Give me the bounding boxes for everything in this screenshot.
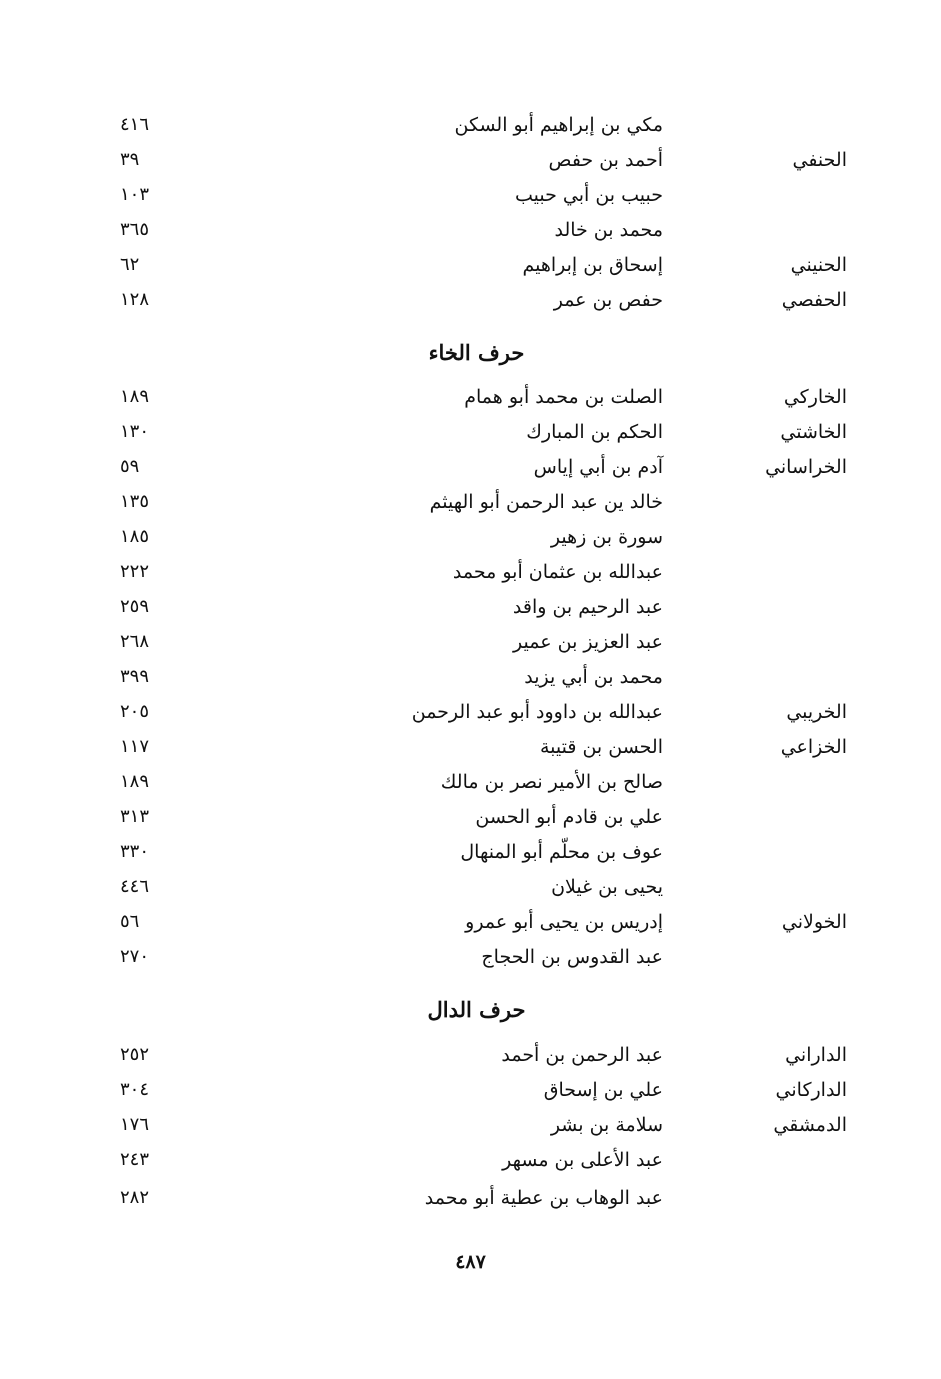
page-reference: ١٢٨ (120, 289, 150, 310)
page-reference: ١٣٠ (120, 421, 150, 442)
nisba-label: الخراساني (765, 456, 847, 478)
narrator-name: علي بن قادم أبو الحسن (475, 806, 663, 828)
narrator-name: سلامة بن بشر (550, 1114, 663, 1136)
nisba-label: الحنيني (790, 254, 847, 276)
page-reference: ٣٣٠ (120, 841, 150, 862)
index-entry (0, 415, 941, 449)
page-reference: ٤١٦ (120, 114, 150, 135)
page-reference: ٢٨٢ (120, 1187, 150, 1208)
index-entry (0, 520, 941, 554)
index-entry (0, 380, 941, 414)
index-entry (0, 213, 941, 247)
page-reference: ٢٧٠ (120, 946, 150, 967)
narrator-name: إسحاق بن إبراهيم (522, 254, 663, 276)
page-reference: ٢٤٣ (120, 1149, 150, 1170)
page-reference: ٥٩ (120, 456, 140, 477)
narrator-name: عبد الأعلى بن مسهر (502, 1149, 663, 1171)
narrator-name: آدم بن أبي إياس (533, 456, 663, 478)
index-entry (0, 590, 941, 624)
index-entry (0, 1143, 941, 1177)
index-entry (0, 248, 941, 282)
page-reference: ٣٠٤ (120, 1079, 150, 1100)
index-entry (0, 695, 941, 729)
section-heading (0, 335, 941, 371)
index-entry (0, 1108, 941, 1142)
index-entry (0, 555, 941, 589)
index-entry (0, 485, 941, 519)
page-reference: ١٣٥ (120, 491, 150, 512)
page-reference: ١٨٩ (120, 386, 150, 407)
page-reference: ٣٩٩ (120, 666, 150, 687)
index-entry (0, 1181, 941, 1215)
section-heading (0, 992, 941, 1028)
nisba-label: الدمشقي (773, 1114, 847, 1136)
page-reference: ١٨٥ (120, 526, 150, 547)
page-reference: ٦٢ (120, 254, 140, 275)
narrator-name: حبيب بن أبي حبيب (514, 184, 663, 206)
narrator-name: يحيى بن غيلان (551, 876, 663, 898)
page-reference: ٢٥٩ (120, 596, 150, 617)
narrator-name: محمد بن أبي يزيد (524, 666, 663, 688)
index-entry (0, 940, 941, 974)
page-reference: ٢٦٨ (120, 631, 150, 652)
index-entry (0, 870, 941, 904)
nisba-label: الحنفي (792, 149, 847, 171)
nisba-label: الخزاعي (780, 736, 847, 758)
index-entry (0, 283, 941, 317)
section-heading-text: حرف الدال (427, 997, 526, 1022)
narrator-name: صالح بن الأمير نصر بن مالك (440, 771, 663, 793)
index-entry (0, 108, 941, 142)
page-reference: ٥٦ (120, 911, 140, 932)
index-entry (0, 905, 941, 939)
index-entry (0, 450, 941, 484)
narrator-name: عبد القدوس بن الحجاج (481, 946, 663, 968)
index-entry (0, 835, 941, 869)
narrator-name: عبدالله بن داوود أبو عبد الرحمن (411, 701, 663, 723)
index-entry (0, 143, 941, 177)
index-entry (0, 660, 941, 694)
nisba-label: الداراني (785, 1044, 847, 1066)
index-entry (0, 1073, 941, 1107)
nisba-label: الداركاني (775, 1079, 847, 1101)
page-reference: ١٧٦ (120, 1114, 150, 1135)
narrator-name: الحكم بن المبارك (526, 421, 663, 443)
narrator-name: عبدالله بن عثمان أبو محمد (452, 561, 663, 583)
narrator-name: مكي بن إبراهيم أبو السكن (454, 114, 663, 136)
page-reference: ٢٥٢ (120, 1044, 150, 1065)
index-entry (0, 730, 941, 764)
section-heading-text: حرف الخاء (428, 340, 525, 365)
page-reference: ٢٠٥ (120, 701, 150, 722)
nisba-label: الخريبي (786, 701, 847, 723)
page-reference: ١٨٩ (120, 771, 150, 792)
index-entry (0, 625, 941, 659)
narrator-name: عبد الرحيم بن واقد (512, 596, 663, 618)
index-entry (0, 178, 941, 212)
narrator-name: عبد الرحمن بن أحمد (501, 1044, 663, 1066)
nisba-label: الخاركي (783, 386, 847, 408)
narrator-name: الحسن بن قتيبة (539, 736, 663, 758)
narrator-name: علي بن إسحاق (543, 1079, 663, 1101)
narrator-name: محمد بن خالد (554, 219, 663, 241)
nisba-label: الخاشتي (780, 421, 847, 443)
page-reference: ٣١٣ (120, 806, 150, 827)
narrator-name: حفص بن عمر (553, 289, 663, 311)
page-number: ٤٨٧ (455, 1251, 486, 1273)
page-reference: ١٠٣ (120, 184, 150, 205)
page-reference: ١١٧ (120, 736, 150, 757)
page-reference: ٤٤٦ (120, 876, 150, 897)
narrator-name: إدريس بن يحيى أبو عمرو (465, 911, 663, 933)
narrator-name: الصلت بن محمد أبو همام (464, 386, 663, 408)
narrator-name: عبد العزيز بن عمير (513, 631, 663, 653)
page-reference: ٢٢٢ (120, 561, 150, 582)
index-entry (0, 800, 941, 834)
index-entry (0, 765, 941, 799)
narrator-name: عوف بن محلّم أبو المنهال (460, 841, 663, 863)
page-reference: ٣٩ (120, 149, 140, 170)
narrator-name: عبد الوهاب بن عطية أبو محمد (424, 1187, 663, 1209)
index-entry (0, 1038, 941, 1072)
narrator-name: خالد ين عبد الرحمن أبو الهيثم (429, 491, 663, 513)
narrator-name: أحمد بن حفص (548, 149, 663, 171)
nisba-label: الحفصي (781, 289, 847, 311)
page-reference: ٣٦٥ (120, 219, 150, 240)
narrator-name: سورة بن زهير (550, 526, 663, 548)
nisba-label: الخولاني (781, 911, 847, 933)
